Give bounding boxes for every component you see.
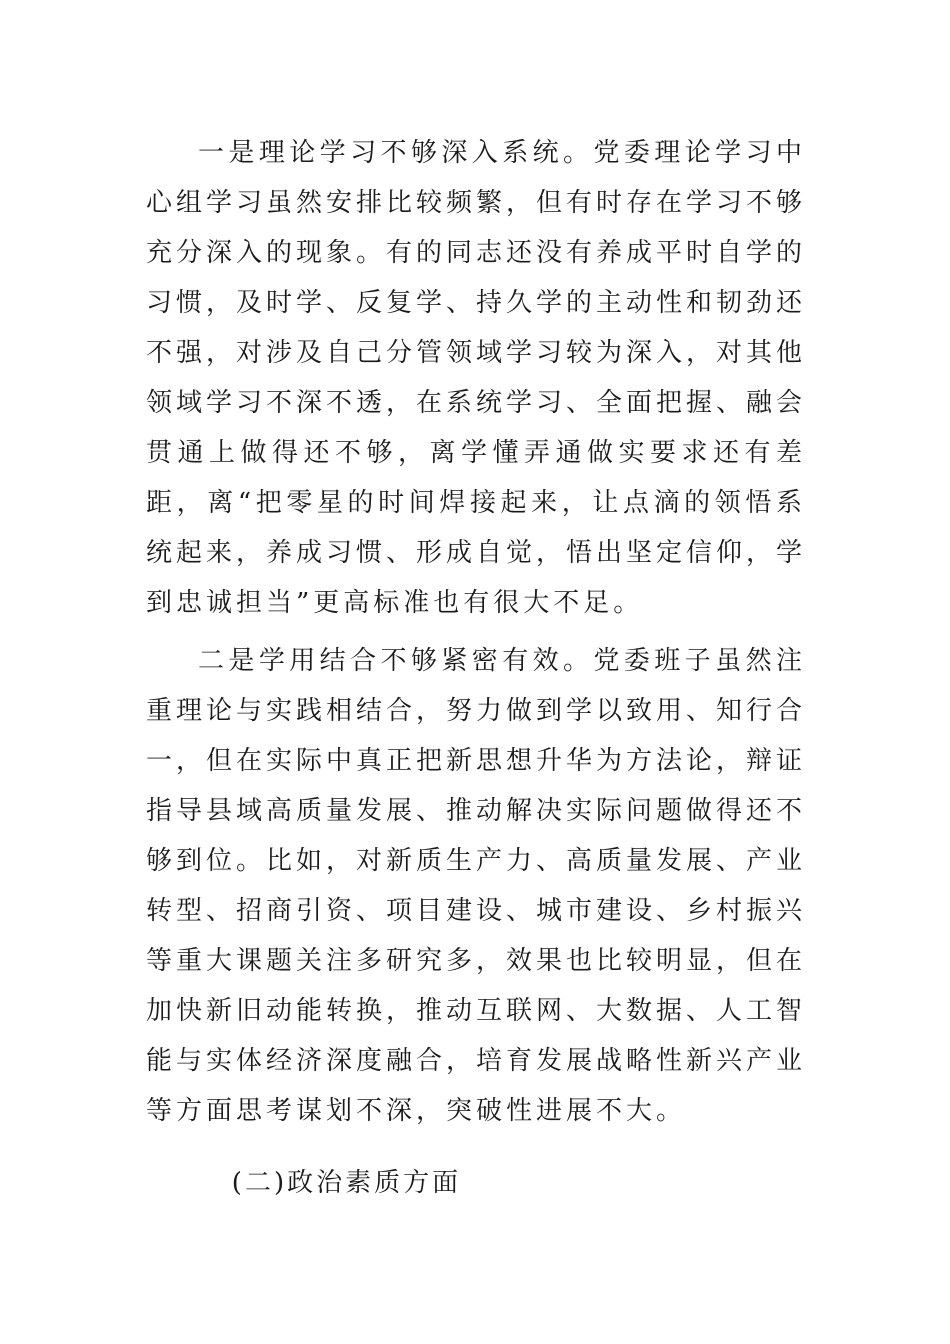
paragraph-study-application: 二是学用结合不够紧密有效。党委班子虽然注重理论与实践相结合，努力做到学以致用、知行合一，但在实际中真正把新思想升华为方法论，辩证指导县域高质量发展、推动解决实际问题做得还不够到位。比如，对新质生产力、高质量发展、产业转型、招商引资、项目建设、城市建设、乡村振兴等重大课题关注多研究多，效果也比较明显，但在加快新旧动能转换，推动互联网、大数据、人工智能与实体经济深度融合，培育发展战略性新兴产业等方面思考谋划不深，突破性进展不大。 [146, 646, 807, 1126]
section-heading-political-quality: (二)政治素质方面 [231, 1168, 462, 1198]
paragraph-theory-study: 一是理论学习不够深入系统。党委理论学习中心组学习虽然安排比较频繁，但有时存在学习不够充分深入的现象。有的同志还没有养成平时自学的习惯，及时学、反复学、持久学的主动性和韧劲还不强，对涉及自己分管领域学习较为深入，对其他领域学习不深不透，在系统学习、全面把握、融会贯通上做得还不够，离学懂弄通做实要求还有差距，离“把零星的时间焊接起来，让点滴的领悟系统起来，养成习惯、形成自觉，悟出坚定信仰，学到忠诚担当”更高标准也有很大不足。 [146, 138, 807, 618]
document-body [146, 128, 806, 1208]
